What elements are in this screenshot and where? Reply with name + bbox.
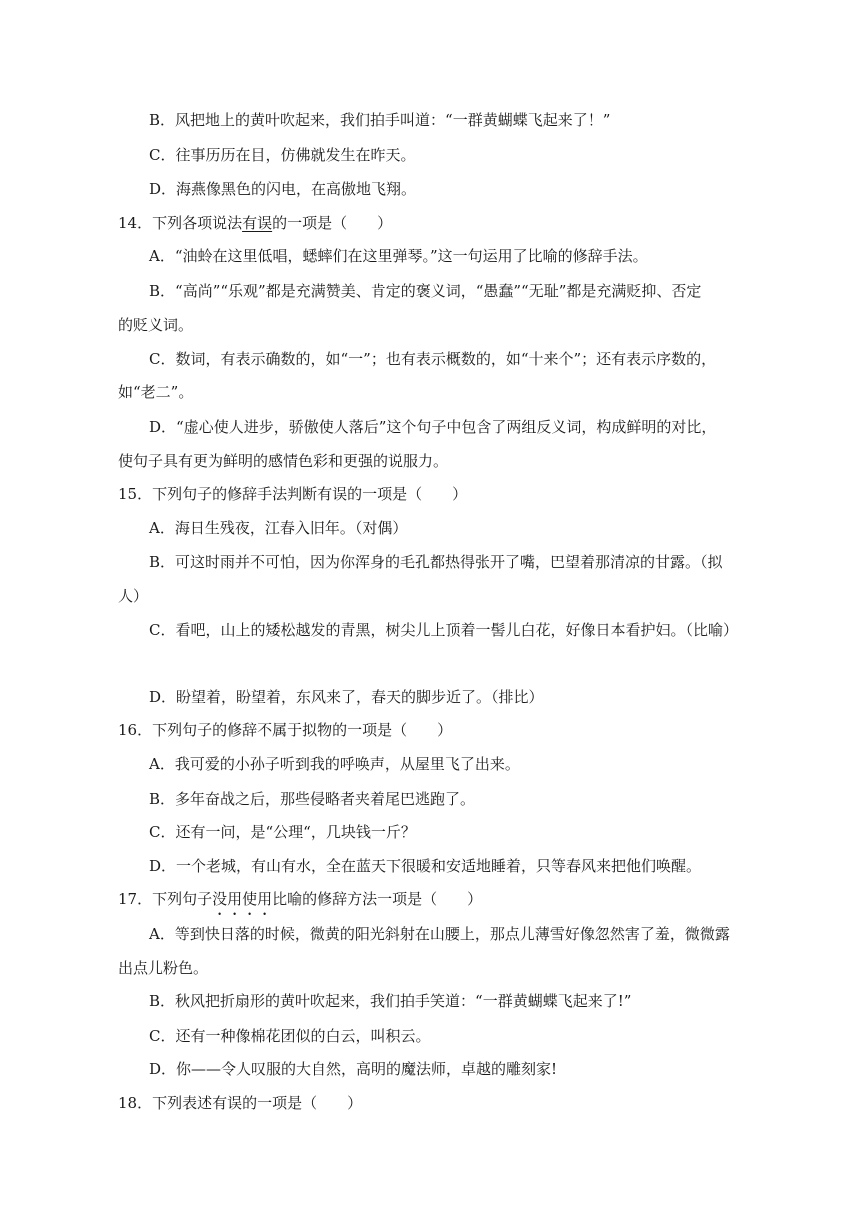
q17-stem-post: 比喻的修辞方法一项是（ ） [272, 890, 483, 908]
q14-option-c: C．数词，有表示确数的，如“一”；也有表示概数的，如“十来个”；还有表示序数的， [149, 350, 717, 368]
q17-emphasis-char: 用 [257, 890, 273, 908]
q15-stem: 15．下列句子的修辞手法判断有误的一项是（ ） [118, 485, 468, 503]
q15-option-c: C．看吧，山上的矮松越发的青黑，树尖儿上顶着一髻儿白花，好像日本看护妇。（比喻） [149, 621, 738, 639]
q17-emphasis-char: 没 [212, 890, 228, 908]
q17-stem [118, 889, 482, 909]
q14-emphasis: 有误 [242, 214, 273, 232]
q15-option-b: B．可这时雨并不可怕，因为你浑身的毛孔都热得张开了嘴，巴望着那清凉的甘露。（拟 [149, 553, 723, 571]
q14-option-b: B．“高尚”“乐观”都是充满赞美、肯定的褒义词，“愚蠢”“无耻”都是充满贬抑、否定 [149, 282, 702, 300]
q13-option-c: C．往事历历在目，仿佛就发生在昨天。 [149, 146, 416, 164]
q18-stem: 18．下列表述有误的一项是（ ） [118, 1094, 363, 1112]
q17-option-a: A．等到快日落的时候，微黄的阳光斜射在山腰上，那点儿薄雪好像忽然害了羞，微微露 [149, 925, 730, 943]
q14-stem-post: 的一项是（ ） [272, 214, 393, 232]
q15-option-a: A．海日生残夜，江春入旧年。（对偶） [149, 519, 408, 537]
q17-option-a-cont: 出点儿粉色。 [118, 959, 209, 977]
q16-option-a: A．我可爱的小孙子听到我的呼唤声，从屋里飞了出来。 [149, 755, 520, 773]
q14-option-b-cont: 的贬义词。 [118, 316, 194, 334]
q17-emphasis-char: 用 [227, 890, 243, 908]
q17-option-b: B．秋风把折扇形的黄叶吹起来，我们拍手笑道：“一群黄蝴蝶飞起来了!” [149, 992, 632, 1010]
q16-option-d: D．一个老城，有山有水，全在蓝天下很暖和安适地睡着，只等春风来把他们唤醒。 [149, 857, 702, 875]
q13-option-b: B．风把地上的黄叶吹起来，我们拍手叫道：“一群黄蝴蝶飞起来了！” [149, 111, 611, 129]
q17-option-c: C．还有一种像棉花团似的白云，叫积云。 [149, 1027, 431, 1045]
q14-stem [118, 213, 392, 233]
q14-option-d-cont: 使句子具有更为鲜明的感情色彩和更强的说服力。 [118, 452, 449, 470]
q15-option-d: D．盼望着，盼望着，东风来了，春天的脚步近了。（排比） [149, 688, 544, 706]
q17-option-d: D．你——令人叹服的大自然，高明的魔法师，卓越的雕刻家! [149, 1060, 558, 1078]
q14-option-a: A．“油蛉在这里低唱，蟋蟀们在这里弹琴。”这一句运用了比喻的修辞手法。 [149, 247, 648, 265]
q16-stem: 16．下列句子的修辞不属于拟物的一项是（ ） [118, 721, 453, 739]
q14-option-c-cont: 如“老二”。 [118, 383, 194, 401]
q14-stem-pre: 14．下列各项说法 [118, 214, 243, 232]
q17-stem-pre: 17．下列句子 [118, 890, 213, 908]
q17-emphasis-char: 使 [242, 890, 258, 908]
q13-option-d: D．海燕像黑色的闪电，在高傲地飞翔。 [149, 180, 417, 198]
q14-option-d: D．“虚心使人进步，骄傲使人落后”这个句子中包含了两组反义词，构成鲜明的对比， [149, 418, 717, 436]
q16-option-c: C．还有一问，是“公理“，几块钱一斤？ [149, 823, 416, 841]
q15-option-b-cont: 人） [118, 587, 149, 605]
q16-option-b: B．多年奋战之后，那些侵略者夹着尾巴逃跑了。 [149, 790, 476, 808]
